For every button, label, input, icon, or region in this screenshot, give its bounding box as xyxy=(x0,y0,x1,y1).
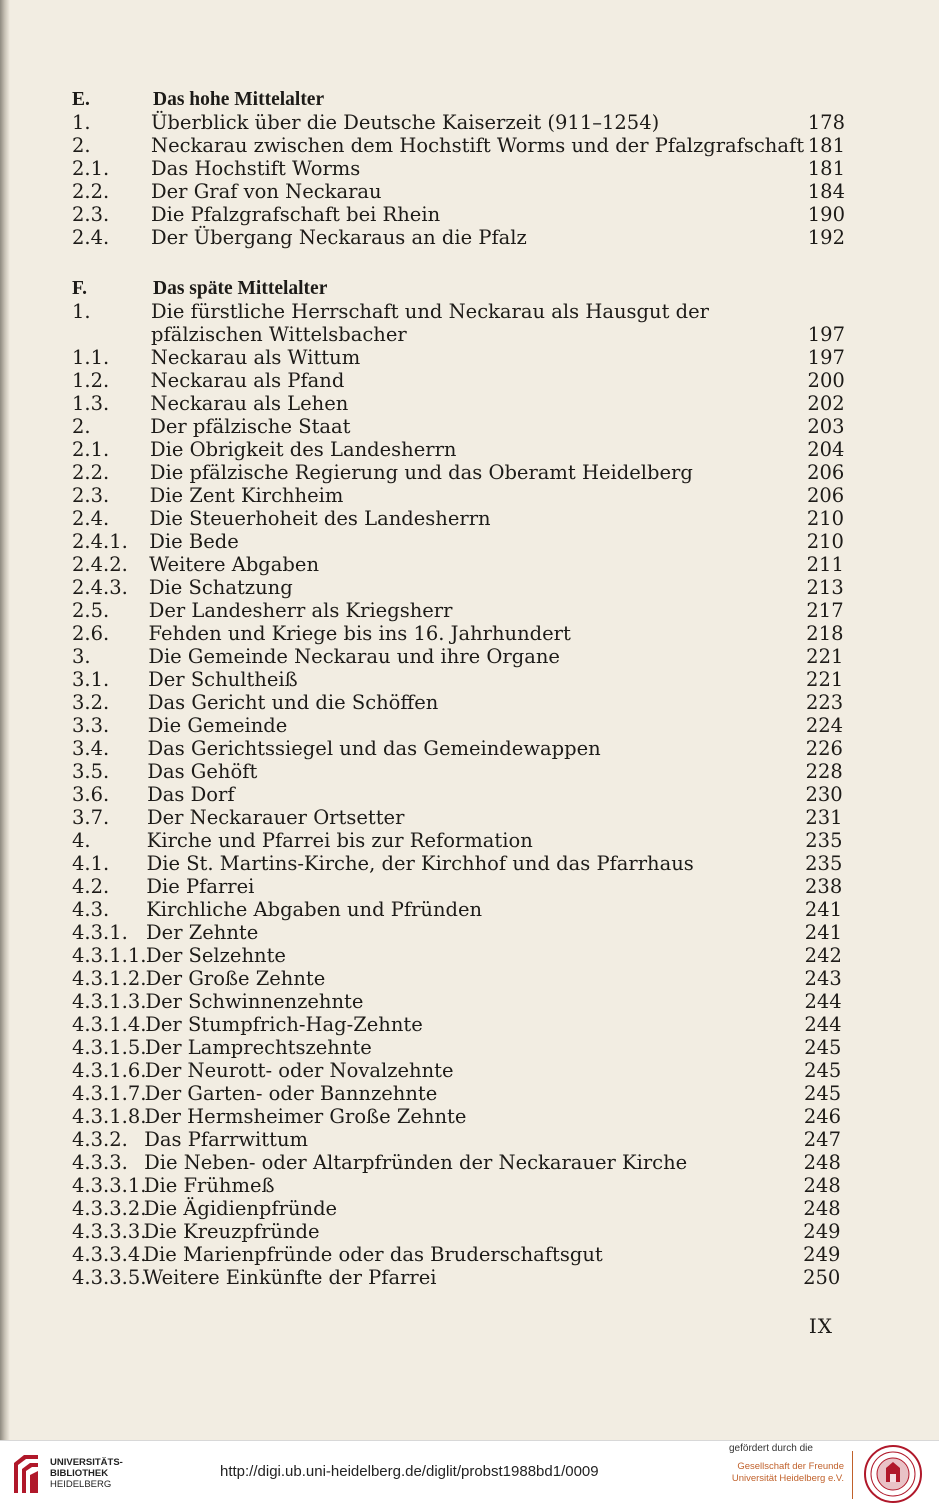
entry-page: 235 xyxy=(805,852,843,875)
entry-page: 226 xyxy=(805,737,843,760)
entry-number: 2. xyxy=(72,415,91,438)
toc-entry[interactable] xyxy=(0,203,939,226)
toc-entry[interactable] xyxy=(0,530,939,553)
toc-entry[interactable] xyxy=(0,1013,939,1036)
entry-number: 1. xyxy=(72,300,91,323)
toc-entry[interactable] xyxy=(0,180,939,203)
entry-page: 217 xyxy=(806,599,844,622)
toc-entry[interactable] xyxy=(0,1059,939,1082)
toc-entry[interactable] xyxy=(0,645,939,668)
section-title: Das hohe Mittelalter xyxy=(153,89,325,110)
entry-title: pfälzischen Wittelsbacher xyxy=(151,323,407,346)
viewer-footer xyxy=(0,1440,939,1506)
entry-title: Der Schwinnenzehnte xyxy=(145,990,364,1013)
toc-entry[interactable] xyxy=(0,967,939,990)
entry-title: Kirche und Pfarrei bis zur Reformation xyxy=(146,829,533,852)
toc-entry[interactable] xyxy=(0,300,939,323)
entry-page: 245 xyxy=(804,1036,842,1059)
toc-entry[interactable] xyxy=(0,415,939,438)
entry-number: 3.2. xyxy=(72,691,110,714)
section-heading xyxy=(0,277,939,300)
entry-title: Der Zehnte xyxy=(146,921,259,944)
entry-title: Die pfälzische Regierung und das Oberamt Heidelberg xyxy=(149,461,693,484)
toc-entry[interactable] xyxy=(0,990,939,1013)
toc-entry[interactable] xyxy=(0,599,939,622)
toc-entry[interactable] xyxy=(0,852,939,875)
entry-title: Fehden und Kriege bis ins 16. Jahrhundert xyxy=(148,622,571,645)
entry-title: Der Übergang Neckaraus an die Pfalz xyxy=(151,226,527,250)
entry-page: 224 xyxy=(805,714,844,737)
entry-page: 211 xyxy=(806,553,844,576)
entry-page: 218 xyxy=(806,622,844,645)
toc-entry[interactable] xyxy=(0,714,939,737)
entry-page: 223 xyxy=(805,691,844,714)
toc-entry[interactable] xyxy=(0,944,939,967)
entry-title: Das Dorf xyxy=(147,783,235,806)
section-heading xyxy=(0,88,939,111)
footer-divider xyxy=(852,1451,853,1499)
toc-entry[interactable] xyxy=(0,622,939,645)
entry-number: 4.3.1.3. xyxy=(72,990,147,1013)
entry-number: 2.3. xyxy=(72,203,110,227)
entry-page: 241 xyxy=(804,898,843,921)
entry-title: Die Frühmeß xyxy=(143,1174,275,1197)
entry-page: 206 xyxy=(806,484,845,507)
entry-title: Die St. Martins-Kirche, der Kirchhof und das Pfarrhaus xyxy=(146,852,694,875)
entry-number: 2.4. xyxy=(72,226,110,250)
library-line-1: UNIVERSITÄTS- xyxy=(50,1457,123,1468)
sponsor-label: gefördert durch die xyxy=(729,1443,813,1454)
toc-entry[interactable] xyxy=(0,1128,939,1151)
toc-entry[interactable] xyxy=(0,461,939,484)
entry-title: Neckarau als Wittum xyxy=(150,346,361,369)
entry-page: 213 xyxy=(806,576,844,599)
entry-page: 248 xyxy=(803,1197,841,1220)
entry-number: 3.4. xyxy=(72,737,110,760)
entry-title: Die Kreuzpfründe xyxy=(143,1220,320,1243)
entry-page: 200 xyxy=(807,369,845,392)
toc-entry[interactable] xyxy=(0,369,939,392)
entry-page: 190 xyxy=(807,203,845,227)
entry-page: 210 xyxy=(806,507,845,530)
entry-title: Der Große Zehnte xyxy=(145,967,326,990)
library-line-3: HEIDELBERG xyxy=(50,1479,112,1490)
entry-title: Der Hermsheimer Große Zehnte xyxy=(144,1105,467,1128)
entry-number: 3.3. xyxy=(72,714,110,737)
entry-page: 244 xyxy=(804,1013,842,1036)
entry-number: 4.3.3.2. xyxy=(72,1197,147,1220)
entry-number: 2.1. xyxy=(72,438,110,461)
entry-number: 3.1. xyxy=(72,668,110,691)
entry-number: 4.2. xyxy=(72,875,110,898)
entry-number: 4.3.1. xyxy=(72,921,128,944)
entry-title: Die Schatzung xyxy=(148,576,293,599)
entry-title: Das Hochstift Worms xyxy=(151,157,361,181)
entry-page: 206 xyxy=(807,461,845,484)
toc-entry[interactable] xyxy=(0,576,939,599)
university-seal-icon xyxy=(862,1444,924,1504)
entry-title: Das Pfarrwittum xyxy=(144,1128,309,1151)
entry-title: Das Gericht und die Schöffen xyxy=(147,691,439,714)
entry-number: 1.1. xyxy=(72,346,110,369)
toc-entry[interactable] xyxy=(0,438,939,461)
entry-number: 4. xyxy=(72,829,91,852)
entry-number: 2.3. xyxy=(72,484,110,507)
entry-title: Der Schultheiß xyxy=(148,668,298,691)
entry-page: 202 xyxy=(807,392,845,415)
section-title: Das späte Mittelalter xyxy=(153,278,328,299)
entry-number: 2.5. xyxy=(72,599,110,622)
entry-number: 4.3.3.1. xyxy=(72,1174,147,1197)
entry-title: Der Neckarauer Ortsetter xyxy=(146,806,405,829)
library-name[interactable] xyxy=(50,1457,123,1490)
entry-page: 244 xyxy=(804,990,842,1013)
entry-page: 204 xyxy=(807,438,845,461)
entry-title: Der pfälzische Staat xyxy=(150,415,351,438)
entry-number: 2.4. xyxy=(72,507,110,530)
entry-number: 4.3.3.5. xyxy=(72,1266,147,1289)
entry-title: Der Stumpfrich-Hag-Zehnte xyxy=(145,1013,423,1036)
entry-title: Die Zent Kirchheim xyxy=(149,484,344,507)
entry-title: Kirchliche Abgaben und Pfründen xyxy=(146,898,483,921)
entry-number: 4.3.1.2. xyxy=(72,967,147,990)
section-letter: E. xyxy=(72,89,90,110)
entry-page: 243 xyxy=(804,967,842,990)
toc-entry[interactable] xyxy=(0,1243,939,1266)
toc-entry[interactable] xyxy=(0,392,939,415)
entry-page: 228 xyxy=(805,760,843,783)
entry-number: 4.3.1.4. xyxy=(72,1013,147,1036)
entry-number: 2.2. xyxy=(72,180,110,204)
entry-title: Das Gehöft xyxy=(147,760,258,783)
entry-number: 1.3. xyxy=(72,392,110,415)
library-line-2: BIBLIOTHEK xyxy=(50,1468,109,1479)
toc-entry[interactable] xyxy=(0,134,939,157)
entry-page: 245 xyxy=(804,1059,842,1082)
entry-page: 178 xyxy=(807,111,845,135)
entry-title: Die Bede xyxy=(149,530,239,553)
entry-number: 4.3.3. xyxy=(72,1151,128,1174)
toc-entry[interactable] xyxy=(0,783,939,806)
toc-entry[interactable] xyxy=(0,553,939,576)
entry-number: 3.6. xyxy=(72,783,110,806)
entry-page: 241 xyxy=(804,921,843,944)
toc-entry[interactable] xyxy=(0,737,939,760)
entry-page: 247 xyxy=(803,1128,841,1151)
entry-title: Die Gemeinde xyxy=(147,714,288,737)
toc-entry[interactable] xyxy=(0,921,939,944)
entry-title: Der Landesherr als Kriegsherr xyxy=(148,599,453,622)
toc-entry[interactable] xyxy=(0,1105,939,1128)
entry-number: 4.3. xyxy=(72,898,110,921)
entry-page: 246 xyxy=(803,1105,842,1128)
entry-number: 3. xyxy=(72,645,91,668)
entry-title: Der Neurott- oder Novalzehnte xyxy=(144,1059,454,1082)
entry-number: 2. xyxy=(72,134,91,158)
toc-entry[interactable] xyxy=(0,898,939,921)
entry-title: Weitere Einkünfte der Pfarrei xyxy=(143,1266,437,1289)
toc-entry[interactable] xyxy=(0,691,939,714)
entry-page: 203 xyxy=(807,415,845,438)
entry-number: 4.3.2. xyxy=(72,1128,128,1151)
entry-page: 181 xyxy=(807,134,845,158)
toc-entry[interactable] xyxy=(0,1220,939,1243)
entry-title: Neckarau zwischen dem Hochstift Worms und der Pfalzgrafschaft xyxy=(151,134,805,158)
entry-page: 197 xyxy=(807,323,845,346)
entry-page: 248 xyxy=(803,1151,841,1174)
entry-number: 4.1. xyxy=(72,852,110,875)
toc-entry[interactable] xyxy=(0,484,939,507)
toc-entry[interactable] xyxy=(0,1036,939,1059)
entry-number: 2.4.2. xyxy=(72,553,128,576)
entry-number: 2.2. xyxy=(72,461,110,484)
entry-title: Der Lamprechtszehnte xyxy=(145,1036,372,1059)
entry-number: 4.3.3.3. xyxy=(72,1220,147,1243)
entry-page: 245 xyxy=(803,1082,842,1105)
toc-entry[interactable] xyxy=(0,323,939,346)
entry-number: 2.1. xyxy=(72,157,110,181)
ub-logo-icon[interactable] xyxy=(10,1453,42,1495)
section-letter: F. xyxy=(72,278,87,299)
toc-entry[interactable] xyxy=(0,226,939,249)
entry-title: Die Marienpfründe oder das Bruderschaftsgut xyxy=(143,1243,603,1266)
entry-page: 249 xyxy=(803,1243,841,1266)
permalink-url[interactable]: http://digi.ub.uni-heidelberg.de/diglit/probst1988bd1/0009 xyxy=(220,1463,599,1480)
entry-title: Neckarau als Lehen xyxy=(150,392,349,415)
entry-number: 4.3.1.7. xyxy=(72,1082,147,1105)
entry-page: 210 xyxy=(806,530,844,553)
entry-title: Überblick über die Deutsche Kaiserzeit (911–1254) xyxy=(151,111,660,135)
entry-page: 197 xyxy=(807,346,845,369)
entry-title: Die Steuerhoheit des Landesherrn xyxy=(149,507,491,530)
entry-title: Die Obrigkeit des Landesherrn xyxy=(150,438,457,461)
toc-entry[interactable] xyxy=(0,1151,939,1174)
entry-page: 249 xyxy=(803,1220,841,1243)
entry-number: 4.3.1.1. xyxy=(72,944,147,967)
toc-entry[interactable] xyxy=(0,1082,939,1105)
entry-title: Die Pfarrei xyxy=(146,875,255,898)
page-number: IX xyxy=(808,1314,833,1338)
toc-entry[interactable] xyxy=(0,760,939,783)
toc-entry[interactable] xyxy=(0,829,939,852)
entry-number: 3.7. xyxy=(72,806,110,829)
entry-number: 1.2. xyxy=(72,369,110,392)
entry-number: 2.4.1. xyxy=(72,530,128,553)
toc-entry[interactable] xyxy=(0,346,939,369)
entry-page: 242 xyxy=(804,944,842,967)
entry-number: 4.3.1.8. xyxy=(72,1105,147,1128)
sponsor-line-1: Gesellschaft der Freunde xyxy=(737,1461,844,1472)
entry-page: 248 xyxy=(803,1174,841,1197)
entry-page: 192 xyxy=(807,226,845,250)
entry-page: 235 xyxy=(805,829,843,852)
entry-title: Der Garten- oder Bannzehnte xyxy=(144,1082,438,1105)
entry-number: 1. xyxy=(72,111,91,135)
entry-title: Die Gemeinde Neckarau und ihre Organe xyxy=(148,645,560,668)
entry-page: 221 xyxy=(806,668,844,691)
entry-page: 221 xyxy=(806,645,844,668)
entry-number: 2.4.3. xyxy=(72,576,128,599)
toc-entry[interactable] xyxy=(0,507,939,530)
entry-page: 184 xyxy=(807,180,845,204)
toc-entry[interactable] xyxy=(0,111,939,134)
toc-entry[interactable] xyxy=(0,1266,939,1289)
entry-title: Die fürstliche Herrschaft und Neckarau als Hausgut der xyxy=(151,300,709,323)
entry-number: 4.3.3.4. xyxy=(72,1243,147,1266)
entry-page: 231 xyxy=(805,806,843,829)
entry-number: 4.3.1.5. xyxy=(72,1036,147,1059)
entry-number: 3.5. xyxy=(72,760,110,783)
entry-title: Der Selzehnte xyxy=(145,944,286,967)
toc-entry[interactable] xyxy=(0,806,939,829)
sponsor-name[interactable] xyxy=(726,1461,844,1485)
entry-page: 238 xyxy=(805,875,843,898)
entry-title: Neckarau als Pfand xyxy=(150,369,345,392)
entry-number: 4.3.1.6. xyxy=(72,1059,147,1082)
entry-page: 250 xyxy=(803,1266,841,1289)
entry-title: Weitere Abgaben xyxy=(149,553,319,576)
toc-entry[interactable] xyxy=(0,1174,939,1197)
entry-title: Die Neben- oder Altarpfründen der Neckarauer Kirche xyxy=(144,1151,688,1174)
toc-entry[interactable] xyxy=(0,157,939,180)
entry-title: Der Graf von Neckarau xyxy=(151,180,382,204)
entry-title: Die Pfalzgrafschaft bei Rhein xyxy=(151,203,441,227)
entry-page: 181 xyxy=(807,157,845,181)
entry-title: Das Gerichtssiegel und das Gemeindewappen xyxy=(147,737,601,760)
toc-entry[interactable] xyxy=(0,1197,939,1220)
entry-number: 2.6. xyxy=(72,622,110,645)
toc-entry[interactable] xyxy=(0,875,939,898)
entry-title: Die Ägidienpfründe xyxy=(143,1197,338,1220)
sponsor-line-2: Universität Heidelberg e.V. xyxy=(731,1473,844,1484)
toc-entry[interactable] xyxy=(0,668,939,691)
entry-page: 230 xyxy=(805,783,843,806)
